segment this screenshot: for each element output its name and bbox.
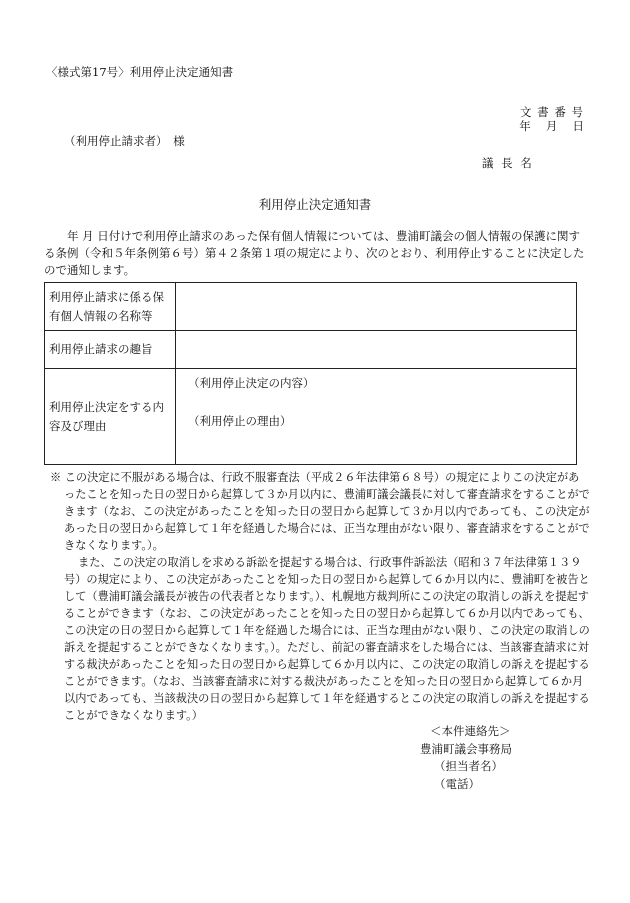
- contact-block: [420, 723, 512, 793]
- stop-reason-label: （利用停止の理由）: [188, 414, 292, 428]
- table-row: [45, 331, 577, 369]
- lawsuit-note: また、この決定の取消しを求める訴訟を提起する場合は、行政事件訴訟法（昭和３７年法律第１３９号）の規定により、この決定があったことを知った日の翌日から起算して６か月以内に、豊浦町を被告として（豊浦町議会議長が被告の代表者となります。）、札幌地方裁判所にこの決定の取消しの訴えを提起することができます（なお、この決定があったことを知った日の翌日から起算して６か月以内であっても、この決定の日の翌日から起算して１年を経過した場合には、正当な理由がない限り、この決定の取消しの訴えを提起することができなくなります。）。ただし、前記の審査請求をした場合には、当該審査請求に対する裁決があったことを知った日の翌日から起算して６か月以内に、この決定の取消しの訴えを提起することができます。（なお、当該審査請求に対する裁決があったことを知った日の翌日から起算して６か月以内であっても、当該裁決の日の翌日から起算して１年を経過するとこの決定の取消しの訴えを提起することができなくなります。）: [64, 556, 590, 722]
- intro-text: 年 月 日付けで利用停止請求のあった保有個人情報については、豊浦町議会の個人情報の保護に関する条例（令和５年条例第６号）第４２条第１項の規定により、次のとおり、利用停止することに決定したので通知します。: [44, 229, 585, 277]
- row1-value: [176, 283, 577, 331]
- chairman-name: 議 長 名: [482, 156, 534, 170]
- row3-label: 利用停止決定をする内容及び理由: [45, 369, 176, 465]
- table-row: [45, 369, 577, 465]
- contact-phone: （電話）: [434, 776, 480, 791]
- contact-office: 豊浦町議会事務局: [420, 741, 512, 756]
- document-number-label: 文 書 番 号: [520, 105, 584, 119]
- row1-label: 利用停止請求に係る保有個人情報の名称等: [45, 283, 176, 331]
- contact-header: ＜本件連絡先＞: [430, 724, 511, 738]
- info-table: [44, 282, 577, 465]
- row3-value: [176, 369, 577, 465]
- notes-section: [50, 469, 590, 724]
- row2-label: 利用停止請求の趣旨: [45, 331, 176, 369]
- date-label: 年 月 日: [519, 119, 584, 133]
- recipient-line: （利用停止請求者） 様: [64, 134, 185, 148]
- form-number: 〈様式第17号〉利用停止決定通知書: [46, 65, 234, 79]
- table-row: [45, 283, 577, 331]
- decision-content-label: （利用停止決定の内容）: [188, 376, 315, 390]
- intro-paragraph: [44, 228, 590, 279]
- appeal-note: ※ この決定に不服がある場合は、行政不服審査法（平成２６年法律第６８号）の規定によりこの決定があったことを知った日の翌日から起算して３か月以内に、豊浦町議会議長に対して審査請求をすることができます（なお、この決定があったことを知った日の翌日から起算して３か月以内であっても、この決定があった日の翌日から起算して１年を経過した場合には、正当な理由がない限り、審査請求をすることができなくなります。）。: [50, 471, 590, 552]
- contact-person: （担当者名）: [434, 759, 503, 773]
- document-title: 利用停止決定通知書: [258, 197, 372, 212]
- row2-value: [176, 331, 577, 369]
